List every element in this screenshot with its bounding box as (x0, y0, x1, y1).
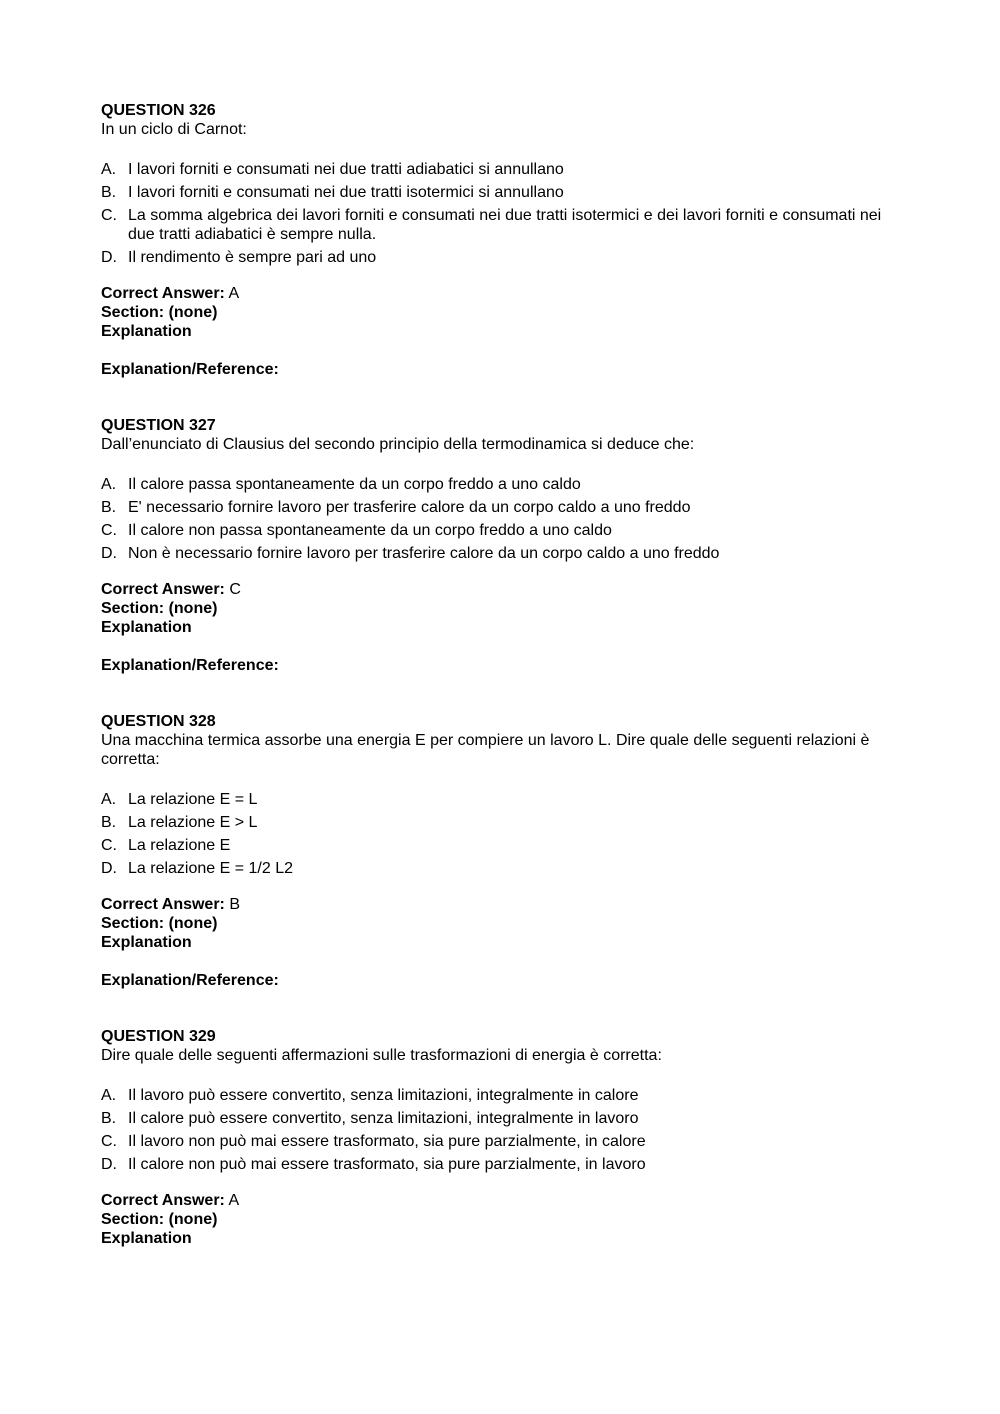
answer-option (101, 813, 901, 832)
answer-option (101, 498, 901, 517)
option-letter: A. (101, 791, 117, 808)
option-text: E' necessario fornire lavoro per trasferire calore da un corpo caldo a uno freddo (128, 499, 691, 516)
answer-meta (101, 284, 901, 341)
question-block-327 (101, 416, 901, 675)
correct-answer-value: A (228, 285, 240, 302)
correct-answer-line (101, 895, 901, 914)
option-letter: D. (101, 249, 117, 266)
option-text: Il lavoro non può mai essere trasformato, sia pure parzialmente, in calore (128, 1133, 646, 1150)
correct-answer-label: Correct Answer: (101, 896, 225, 913)
answer-option (101, 248, 901, 267)
correct-answer-label: Correct Answer: (101, 581, 225, 598)
answer-option (101, 1109, 901, 1128)
question-block-328 (101, 712, 901, 990)
answer-option (101, 1132, 901, 1151)
question-title: QUESTION 327 (101, 417, 216, 434)
option-text: La relazione E = 1/2 L2 (128, 860, 294, 877)
section-line: Section: (none) (101, 304, 218, 321)
explanation-heading: Explanation (101, 934, 192, 951)
question-block-326 (101, 101, 901, 379)
option-letter: A. (101, 476, 117, 493)
option-text: Il calore non passa spontaneamente da un corpo freddo a uno caldo (128, 522, 612, 539)
explanation-heading: Explanation (101, 323, 192, 340)
option-text: Il lavoro può essere convertito, senza limitazioni, integralmente in calore (128, 1087, 639, 1104)
option-text: La relazione E > L (128, 814, 258, 831)
correct-answer-label: Correct Answer: (101, 285, 225, 302)
option-text: La relazione E = L (128, 791, 258, 808)
answer-option (101, 1086, 901, 1105)
answer-option (101, 790, 901, 809)
option-letter: C. (101, 837, 117, 854)
explanation-heading: Explanation (101, 1230, 192, 1247)
option-text: I lavori forniti e consumati nei due tratti isotermici si annullano (128, 184, 564, 201)
answer-meta (101, 580, 901, 637)
option-letter: D. (101, 545, 117, 562)
answer-option (101, 544, 901, 563)
option-letter: B. (101, 1110, 117, 1127)
option-text: La relazione E (128, 837, 231, 854)
explanation-heading: Explanation (101, 619, 192, 636)
answer-options (101, 475, 901, 563)
question-title: QUESTION 326 (101, 102, 216, 119)
question-text: Dall’enunciato di Clausius del secondo principio della termodinamica si deduce che: (101, 436, 695, 453)
answer-options (101, 1086, 901, 1174)
answer-option (101, 859, 901, 878)
document-page (101, 101, 901, 1285)
correct-answer-line (101, 1191, 901, 1210)
answer-option (101, 521, 901, 540)
option-text: Il calore può essere convertito, senza limitazioni, integralmente in lavoro (128, 1110, 639, 1127)
section-line: Section: (none) (101, 1211, 218, 1228)
option-text: Il rendimento è sempre pari ad uno (128, 249, 377, 266)
answer-option (101, 1155, 901, 1174)
question-text: In un ciclo di Carnot: (101, 121, 247, 138)
explanation-reference-heading: Explanation/Reference: (101, 361, 279, 378)
answer-option (101, 836, 901, 855)
option-letter: B. (101, 184, 117, 201)
option-letter: C. (101, 207, 117, 224)
answer-option (101, 160, 901, 179)
question-title: QUESTION 329 (101, 1028, 216, 1045)
correct-answer-value: B (229, 896, 241, 913)
correct-answer-value: C (229, 581, 241, 598)
correct-answer-value: A (228, 1192, 240, 1209)
option-letter: A. (101, 161, 117, 178)
option-text: Non è necessario fornire lavoro per trasferire calore da un corpo caldo a uno freddo (128, 545, 720, 562)
option-letter: B. (101, 499, 117, 516)
answer-meta (101, 895, 901, 952)
correct-answer-line (101, 580, 901, 599)
option-text: La somma algebrica dei lavori forniti e consumati nei due tratti isotermici e dei lavori forniti e consumati nei due tratti adiabatici è sempre nulla. (128, 207, 882, 243)
section-line: Section: (none) (101, 600, 218, 617)
question-text: Dire quale delle seguenti affermazioni sulle trasformazioni di energia è corretta: (101, 1047, 662, 1064)
option-letter: D. (101, 1156, 117, 1173)
option-text: Il calore non può mai essere trasformato, sia pure parzialmente, in lavoro (128, 1156, 646, 1173)
option-letter: A. (101, 1087, 117, 1104)
answer-option (101, 206, 901, 244)
answer-options (101, 790, 901, 878)
option-text: Il calore passa spontaneamente da un corpo freddo a uno caldo (128, 476, 581, 493)
section-line: Section: (none) (101, 915, 218, 932)
option-letter: D. (101, 860, 117, 877)
question-text: Una macchina termica assorbe una energia E per compiere un lavoro L. Dire quale delle seguenti relazioni è corretta: (101, 732, 870, 768)
answer-meta (101, 1191, 901, 1248)
explanation-reference-heading: Explanation/Reference: (101, 972, 279, 989)
question-title: QUESTION 328 (101, 713, 216, 730)
option-text: I lavori forniti e consumati nei due tratti adiabatici si annullano (128, 161, 564, 178)
correct-answer-line (101, 284, 901, 303)
correct-answer-label: Correct Answer: (101, 1192, 225, 1209)
explanation-reference-heading: Explanation/Reference: (101, 657, 279, 674)
option-letter: B. (101, 814, 117, 831)
answer-option (101, 475, 901, 494)
option-letter: C. (101, 1133, 117, 1150)
option-letter: C. (101, 522, 117, 539)
answer-options (101, 160, 901, 267)
answer-option (101, 183, 901, 202)
question-block-329 (101, 1027, 901, 1248)
